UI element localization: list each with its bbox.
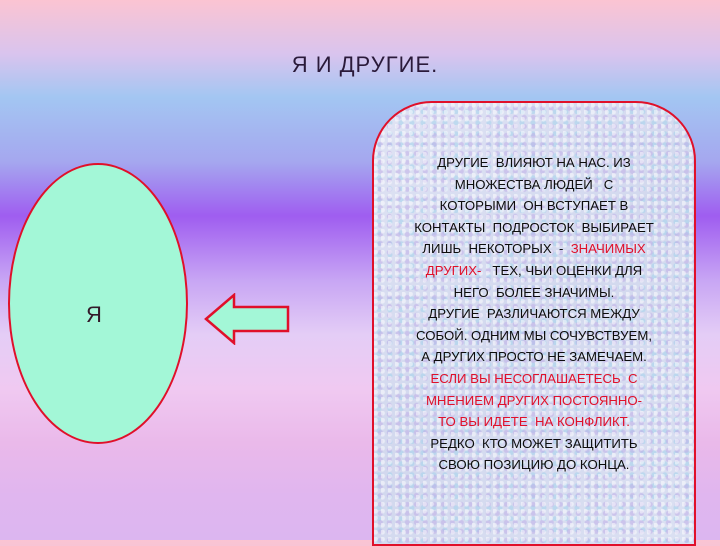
highlighted-text: МНЕНИЕМ ДРУГИХ ПОСТОЯННО- — [425, 392, 643, 408]
highlighted-text: ЕСЛИ ВЫ НЕСОГЛАШАЕТЕСЬ С — [430, 370, 638, 386]
card-text-line — [376, 411, 692, 433]
body-text: СВОЮ ПОЗИЦИЮ ДО КОНЦА. — [438, 457, 630, 473]
card-text-line — [376, 238, 692, 260]
card-text-line — [376, 325, 692, 347]
body-text: ЛИШЬ НЕКОТОРЫХ - — [422, 241, 571, 257]
body-text: СОБОЙ. ОДНИМ МЫ СОЧУВСТВУЕМ, — [416, 327, 652, 343]
body-text: НЕГО БОЛЕЕ ЗНАЧИМЫ. — [453, 284, 615, 300]
highlighted-text: ТО ВЫ ИДЕТЕ НА КОНФЛИКТ. — [438, 414, 630, 430]
card-text-line — [376, 217, 692, 239]
highlighted-text: ЗНАЧИМЫХ — [570, 241, 646, 257]
body-text: А ДРУГИХ ПРОСТО НЕ ЗАМЕЧАЕМ. — [421, 349, 647, 365]
card-text-line — [376, 454, 692, 476]
card-text-line — [376, 368, 692, 390]
card-text-line — [376, 303, 692, 325]
left-arrow-icon — [204, 293, 290, 345]
body-text: РЕДКО КТО МОЖЕТ ЗАЩИТИТЬ — [430, 435, 638, 451]
card-text-line — [376, 346, 692, 368]
card-text-line — [376, 195, 692, 217]
body-text: ТЕХ, ЧЬИ ОЦЕНКИ ДЛЯ — [481, 262, 643, 278]
card-text-line — [376, 282, 692, 304]
body-text: КОТОРЫМИ ОН ВСТУПАЕТ В — [439, 198, 629, 214]
card-text — [376, 152, 692, 476]
card-text-line — [376, 390, 692, 412]
self-label: Я — [86, 302, 102, 327]
card-text-line — [376, 174, 692, 196]
slide-title: Я И ДРУГИЕ. — [291, 52, 439, 77]
card-text-line — [376, 152, 692, 174]
body-text: КОНТАКТЫ ПОДРОСТОК ВЫБИРАЕТ — [414, 219, 654, 235]
body-text: МНОЖЕСТВА ЛЮДЕЙ С — [454, 176, 614, 192]
card-text-line — [376, 260, 692, 282]
body-text: ДРУГИЕ ВЛИЯЮТ НА НАС. ИЗ — [437, 155, 631, 170]
highlighted-text: ДРУГИХ- — [425, 262, 482, 278]
card-text-line — [376, 433, 692, 455]
body-text: ДРУГИЕ РАЗЛИЧАЮТСЯ МЕЖДУ — [428, 306, 640, 322]
